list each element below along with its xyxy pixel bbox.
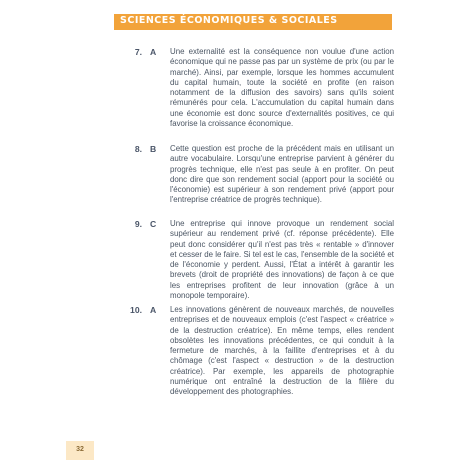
answer-explanation: Une entreprise qui innove provoque un rendement social supérieur au rendement privé (cf. réponse précédente). Elle peut donc considérer qu'il n'est pas très « rentable » d'innover et cesser de le faire. Si tel est le cas, l'ensemble de la société et de l'économie y perdent. Aussi, l'État a intérêt à garantir les brevets (droit de propriété des innovations) de façon à ce que les entreprises profitent de leur innovation (grâce à un monopole temporaire). xyxy=(170,219,394,301)
section-title: SCIENCES ÉCONOMIQUES & SOCIALES xyxy=(120,15,338,26)
answer-letter: B xyxy=(150,144,157,154)
answer-letter: A xyxy=(150,47,157,57)
answer-letter: C xyxy=(150,219,157,229)
answer-explanation: Une externalité est la conséquence non voulue d'une action économique qui ne passe pas par un système de prix (ou par le marché). Ainsi, par exemple, lorsque les hommes accumulent du capital humain, toute la société en profite (en raison notamment de la diffusion des savoirs) sans qu'ils soient rémunérés pour cela. L'accumulation du capital humain dans une économie est donc source d'externalités positives, ce qui favorise la croissance économique. xyxy=(170,47,394,129)
answer-number: 10. xyxy=(130,305,142,315)
answer-explanation: Cette question est proche de la précédent mais en utilisant un autre vocabulaire. Lorsqu'une entreprise parvient à générer du progrès technique, elle n'est pas seule à en profiter. On peut donc dire que son rendement social (apport pour la société ou l'économie) est supérieur à son rendement privé (apport pour l'entreprise créatrice de progrès technique). xyxy=(170,144,394,205)
section-header xyxy=(114,14,392,30)
page-number-box xyxy=(66,441,94,460)
answer-number: 7. xyxy=(134,47,142,57)
answer-explanation: Les innovations génèrent de nouveaux marchés, de nouvelles entreprises et de nouveaux emplois (c'est l'aspect « créatrice » de la destruction créatrice). En même temps, elles rendent obsolètes les innovations précédentes, ce qui conduit à la fermeture de marchés, à la faillite d'entreprises et à du chômage (c'est l'aspect « destruction » de la destruction créatrice). Par exemple, les appareils de photographie numérique ont entraîné la destruction de la filière du développement des photographies. xyxy=(170,305,394,397)
answer-number: 8. xyxy=(134,144,142,154)
page-number: 32 xyxy=(76,446,84,453)
answer-letter: A xyxy=(150,305,157,315)
answer-number: 9. xyxy=(134,219,142,229)
